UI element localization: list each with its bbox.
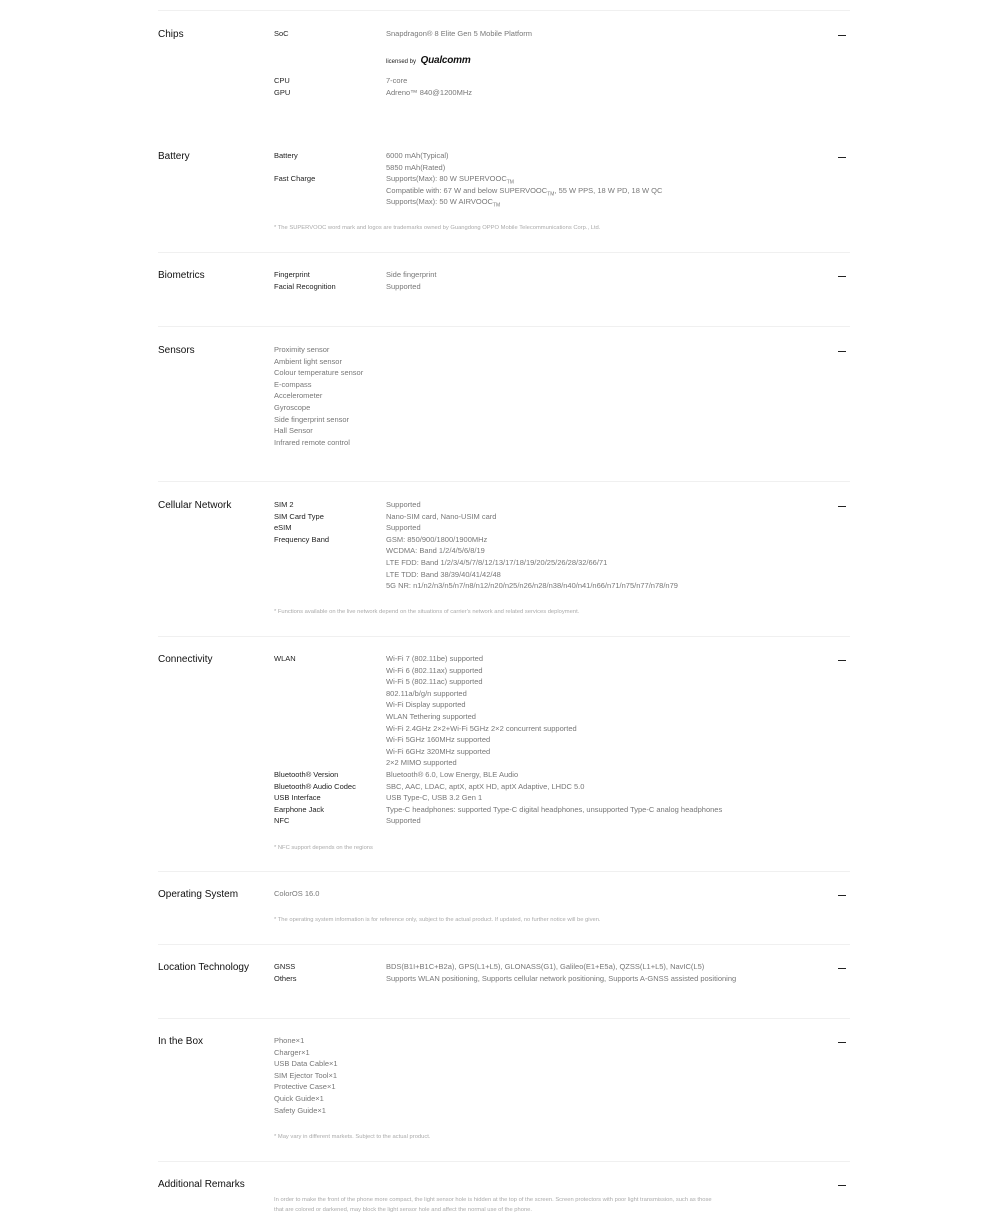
band-value: LTE FDD: Band 1/2/3/4/5/7/8/12/13/17/18/19/20/25/26/28/32/66/71 — [386, 558, 608, 567]
sensor-item: Ambient light sensor — [274, 356, 342, 366]
footnote: * Functions available on the live network depend on the situations of carrier's network and related services deployment. — [274, 609, 580, 615]
box-item: Quick Guide×1 — [274, 1094, 324, 1103]
minus-icon[interactable] — [838, 968, 846, 969]
battery-label: Battery — [274, 151, 298, 160]
section-divider — [158, 1161, 850, 1162]
footnote: * The SUPERVOOC word mark and logos are trademarks owned by Guangdong OPPO Mobile Telecommunications Corp., Ltd. — [274, 225, 601, 231]
sensor-item: Accelerometer — [274, 391, 323, 401]
fingerprint-label: Fingerprint — [274, 270, 310, 279]
section-divider — [158, 252, 850, 253]
band-value: 5G NR: n1/n2/n3/n5/n7/n8/n12/n20/n25/n26/n28/n38/n40/n41/n66/n71/n75/n77/n78/n79 — [386, 581, 678, 591]
section-title: Operating System — [158, 889, 239, 900]
sim2-label: SIM 2 — [274, 500, 294, 509]
earphone-label: Earphone Jack — [274, 804, 325, 814]
box-item: Protective Case×1 — [274, 1082, 336, 1092]
wlan-label: WLAN — [274, 654, 296, 663]
section-title: Chips — [158, 29, 184, 40]
fast-charge-value: Compatible with: 67 W and below $SUPERVOOC_{TM}$, 55 W PPS, 18 W PD, 18 W QC — [386, 185, 663, 198]
gnss-value: BDS(B1I+B1C+B2a), GPS(L1+L5), GLONASS(G1), Galileo(E1+E5a), QZSS(L1+L5), NavIC(L5) — [386, 962, 705, 971]
band-value: LTE TDD: Band 38/39/40/41/42/48 — [386, 569, 501, 579]
minus-icon[interactable] — [838, 1042, 846, 1043]
minus-icon[interactable] — [838, 1185, 846, 1186]
section-divider — [158, 10, 850, 11]
minus-icon[interactable] — [838, 157, 846, 158]
section-divider — [158, 1018, 850, 1019]
section-title: Location Technology — [158, 962, 249, 973]
bt-version-label: Bluetooth® Version — [274, 770, 339, 779]
wlan-value: 802.11a/b/g/n supported — [386, 688, 467, 698]
facial-value: Supported — [386, 281, 421, 291]
esim-value: Supported — [386, 523, 421, 533]
sensor-item: Infrared remote control — [274, 437, 350, 447]
section-title: Sensors — [158, 345, 195, 356]
box-item: USB Data Cable×1 — [274, 1059, 338, 1069]
nfc-label: NFC — [274, 816, 290, 826]
section-divider — [158, 944, 850, 945]
section-title: Additional Remarks — [158, 1179, 245, 1190]
usb-value: USB Type-C, USB 3.2 Gen 1 — [386, 793, 483, 803]
section-divider — [158, 636, 850, 637]
sensor-item: Hall Sensor — [274, 426, 313, 436]
section-title: Cellular Network — [158, 500, 232, 511]
sim2-value: Supported — [386, 500, 421, 509]
box-item: Safety Guide×1 — [274, 1105, 326, 1115]
fingerprint-value: Side fingerprint — [386, 270, 437, 279]
section-title: Connectivity — [158, 654, 213, 665]
sensor-item: Gyroscope — [274, 403, 311, 412]
minus-icon[interactable] — [838, 506, 846, 507]
fast-charge-label: Fast Charge — [274, 174, 316, 184]
usb-label: USB Interface — [274, 793, 321, 803]
footnote: * May vary in different markets. Subject to the actual product. — [274, 1134, 431, 1140]
wlan-value: Wi-Fi 5 (802.11ac) supported — [386, 677, 483, 687]
bt-codec-value: SBC, AAC, LDAC, aptX, aptX HD, aptX Adaptive, LHDC 5.0 — [386, 781, 585, 791]
bt-version-value: Bluetooth® 6.0, Low Energy, BLE Audio — [386, 770, 519, 779]
section-divider — [158, 481, 850, 482]
gnss-label: GNSS — [274, 962, 296, 971]
facial-label: Facial Recognition — [274, 281, 336, 291]
box-item: Charger×1 — [274, 1047, 310, 1057]
wlan-value: Wi-Fi 5GHz 160MHz supported — [386, 735, 491, 745]
battery-value: 6000 mAh(Typical) — [386, 151, 449, 160]
qualcomm-logo — [386, 50, 471, 68]
frequency-band-label: Frequency Band — [274, 534, 330, 544]
wlan-value: WLAN Tethering supported — [386, 712, 476, 721]
section-divider — [158, 326, 850, 327]
sim-type-value: Nano-SIM card, Nano-USIM card — [386, 511, 497, 521]
wlan-value: Wi-Fi 6GHz 320MHz supported — [386, 746, 491, 756]
box-item: Phone×1 — [274, 1036, 305, 1045]
fast-charge-value: Supports(Max): 80 W $SUPERVOOC_{TM}$ — [386, 174, 514, 186]
soc-label: SoC — [274, 29, 289, 38]
section-title: Biometrics — [158, 270, 205, 281]
minus-icon[interactable] — [838, 895, 846, 896]
cpu-label: CPU — [274, 76, 290, 85]
qualcomm-brand: Qualcomm — [420, 55, 471, 66]
wlan-value: Wi-Fi 7 (802.11be) supported — [386, 654, 483, 663]
esim-label: eSIM — [274, 523, 292, 533]
gpu-value: Adreno™ 840@1200MHz — [386, 88, 472, 97]
os-value: ColorOS 16.0 — [274, 889, 320, 898]
others-value: Supports WLAN positioning, Supports cellular network positioning, Supports A-GNSS assisted positioning — [386, 973, 737, 983]
section-divider — [158, 871, 850, 872]
earphone-value: Type-C headphones: supported Type-C digital headphones, unsupported Type-C analog headphones — [386, 804, 723, 814]
nfc-value: Supported — [386, 816, 421, 826]
box-item: SIM Ejector Tool×1 — [274, 1070, 338, 1080]
others-label: Others — [274, 973, 297, 983]
wlan-value: 2×2 MIMO supported — [386, 758, 457, 768]
fast-charge-value: Supports(Max): 50 W $AIRVOOC_{TM}$ — [386, 197, 501, 209]
gpu-label: GPU — [274, 88, 291, 97]
wlan-value: Wi-Fi 6 (802.11ax) supported — [386, 665, 483, 675]
remarks-text: In order to make the front of the phone more compact, the light sensor hole is hidden at the top of the screen. Screen protectors with poor light transmission, such as those that are colored or darkened, may block the light sensor hole and affect the normal use of the phone. — [274, 1197, 712, 1213]
band-value: WCDMA: Band 1/2/4/5/6/8/19 — [386, 546, 485, 556]
sensor-item: Proximity sensor — [274, 345, 330, 354]
sensor-item: E-compass — [274, 379, 312, 389]
footnote: * The operating system information is for reference only, subject to the actual product. If updated, no further notice will be given. — [274, 917, 601, 923]
battery-value: 5850 mAh(Rated) — [386, 162, 446, 172]
bt-codec-label: Bluetooth® Audio Codec — [274, 781, 356, 791]
wlan-value: Wi-Fi 2.4GHz 2×2+Wi-Fi 5GHz 2×2 concurrent supported — [386, 723, 577, 733]
minus-icon[interactable] — [838, 276, 846, 277]
sim-type-label: SIM Card Type — [274, 511, 324, 521]
footnote: * NFC support depends on the regions — [274, 845, 373, 851]
minus-icon[interactable] — [838, 660, 846, 661]
section-title: In the Box — [158, 1036, 204, 1047]
section-title: Battery — [158, 151, 190, 162]
band-value: GSM: 850/900/1800/1900MHz — [386, 534, 488, 544]
wlan-value: Wi-Fi Display supported — [386, 700, 466, 710]
minus-icon[interactable] — [838, 35, 846, 36]
minus-icon[interactable] — [838, 351, 846, 352]
licensed-by-text: licensed by — [386, 59, 417, 65]
sensor-item: Colour temperature sensor — [274, 368, 364, 378]
soc-value: Snapdragon® 8 Elite Gen 5 Mobile Platform — [386, 29, 533, 38]
cpu-value: 7-core — [386, 76, 408, 85]
sensor-item: Side fingerprint sensor — [274, 414, 350, 424]
